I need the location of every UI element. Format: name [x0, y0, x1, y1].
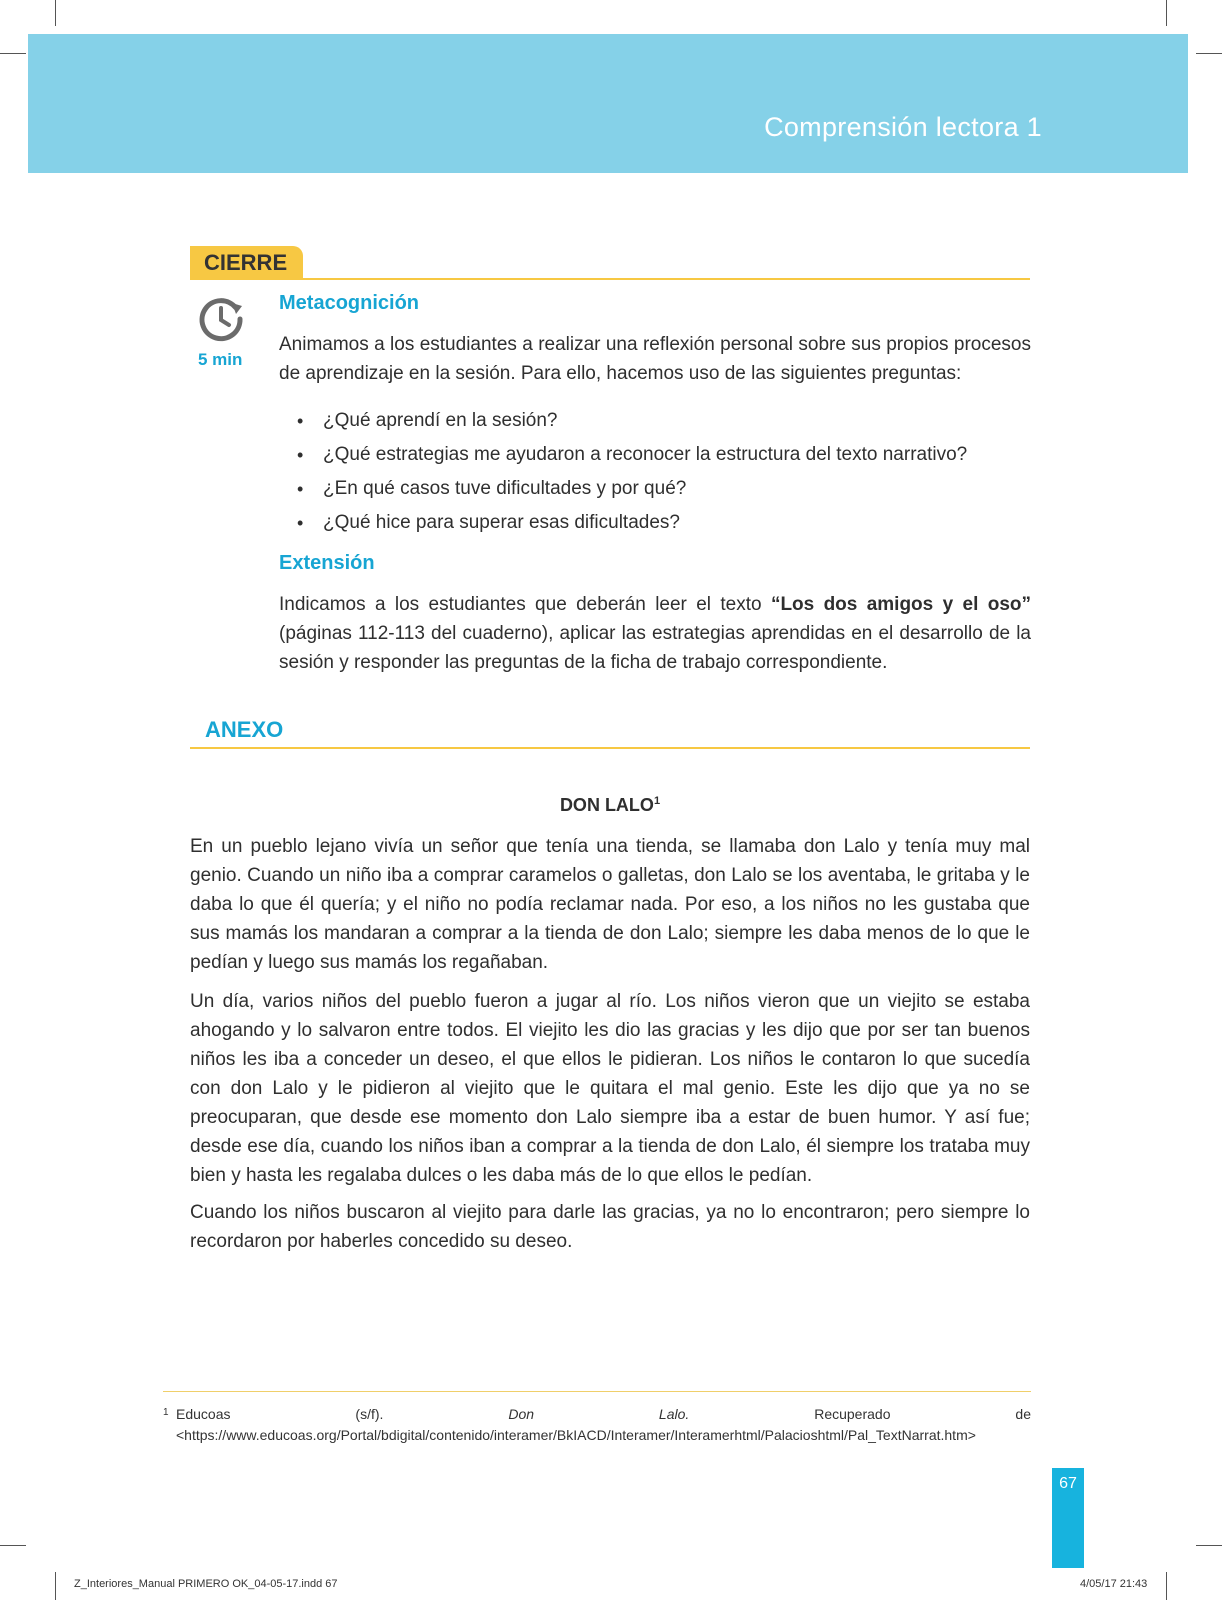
extension-text-before: Indicamos a los estudiantes que deberán leer el texto	[279, 594, 771, 615]
story-title	[190, 795, 1030, 816]
list-item: • ¿En qué casos tuve dificultades y por qué?	[279, 472, 1031, 506]
footnote-ref: 1	[653, 795, 661, 807]
extension-text-after: (páginas 112-113 del cuaderno), aplicar las estrategias aprendidas en el desarrollo de la sesión y responder las preguntas de la ficha de trabajo correspondiente.	[279, 623, 1031, 673]
crop-mark	[0, 53, 26, 54]
list-item: • ¿Qué hice para superar esas dificultades?	[279, 506, 1031, 540]
metacognicion-intro: Animamos a los estudiantes a realizar una reflexión personal sobre sus propios procesos de aprendizaje en la sesión. Para ello, hacemos uso de las siguientes preguntas:	[279, 334, 1031, 384]
story-title-text: DON LALO	[559, 795, 654, 815]
section-divider	[190, 747, 1030, 749]
footnote-divider	[163, 1391, 1031, 1392]
footnote-retrieved: Recuperado de <https://www.educoas.org/Portal/bdigital/contenido/interamer/BkIACD/Interamer/Interamerhtml/Palacioshtml/Pal_TextNarrat.htm>	[176, 1406, 1031, 1443]
footnote-source: Educoas (s/f).	[176, 1406, 509, 1422]
footnote-number: 1	[163, 1407, 169, 1418]
crop-mark	[1196, 1545, 1222, 1546]
crop-mark	[0, 1545, 26, 1546]
section-divider	[190, 278, 1030, 280]
clock-icon	[196, 294, 246, 344]
extension-book-title: “Los dos amigos y el oso”	[770, 594, 1031, 615]
story-paragraph: Cuando los niños buscaron al viejito para darle las gracias, ya no lo encontraron; pero siempre lo recordaron por haberles concedido su deseo.	[190, 1202, 1030, 1252]
footnote-title: Don Lalo.	[508, 1406, 690, 1422]
footnote-body	[163, 1404, 1031, 1446]
crop-mark	[1166, 1572, 1167, 1600]
slug-datetime: 4/05/17 21:43	[1080, 1578, 1148, 1590]
metacognicion-heading: Metacognición	[279, 292, 420, 314]
extension-text	[279, 590, 1031, 677]
list-item: • ¿Qué aprendí en la sesión?	[279, 404, 1031, 438]
slug-filename: Z_Interiores_Manual PRIMERO OK_04-05-17.indd 67	[74, 1578, 338, 1590]
story-paragraph: Un día, varios niños del pueblo fueron a jugar al río. Los niños vieron que un viejito se estaba ahogando y lo salvaron entre todos. El viejito les dio las gracias y les dijo que por ser tan buenos niños les iba a conceder un deseo, el que ellos le pidieran. Los niños le contaron lo que sucedía con don Lalo y le pidieron al viejito que le quitara el mal genio. Este les dijo que ya no se preocuparan, que desde ese momento don Lalo siempre iba a estar de buen humor. Y así fue; desde ese día, cuando los niños iban a comprar a la tienda de don Lalo, él siempre los trataba muy bien y hasta les regalaba dulces o les daba más de lo que ellos le pedían.	[190, 991, 1030, 1186]
footnote	[163, 1404, 1031, 1446]
header-title: Comprensión lectora 1	[764, 112, 1042, 142]
question-list	[279, 404, 1031, 540]
crop-mark	[55, 0, 56, 26]
story-paragraph: En un pueblo lejano vivía un señor que tenía una tienda, se llamaba don Lalo y tenía muy mal genio. Cuando un niño iba a comprar caramelos o galletas, don Lalo se los aventaba, le gritaba y le daba lo que él quería; y el niño no podía reclamar nada. Por eso, a los niños no les gustaba que sus mamás los mandaran a comprar a la tienda de don Lalo; siempre les daba menos de lo que le pedían y luego sus mamás los regañaban.	[190, 836, 1030, 973]
page-number: 67	[1059, 1475, 1077, 1492]
crop-mark	[55, 1572, 56, 1600]
header-band	[28, 34, 1188, 173]
time-label: 5 min	[198, 350, 243, 369]
anexo-heading: ANEXO	[205, 717, 284, 742]
crop-mark	[1166, 0, 1167, 26]
extension-heading: Extensión	[279, 552, 375, 574]
cierre-section-tab: CIERRE	[190, 246, 303, 280]
list-item: • ¿Qué estrategias me ayudaron a reconocer la estructura del texto narrativo?	[279, 438, 1031, 472]
crop-mark	[1196, 53, 1222, 54]
